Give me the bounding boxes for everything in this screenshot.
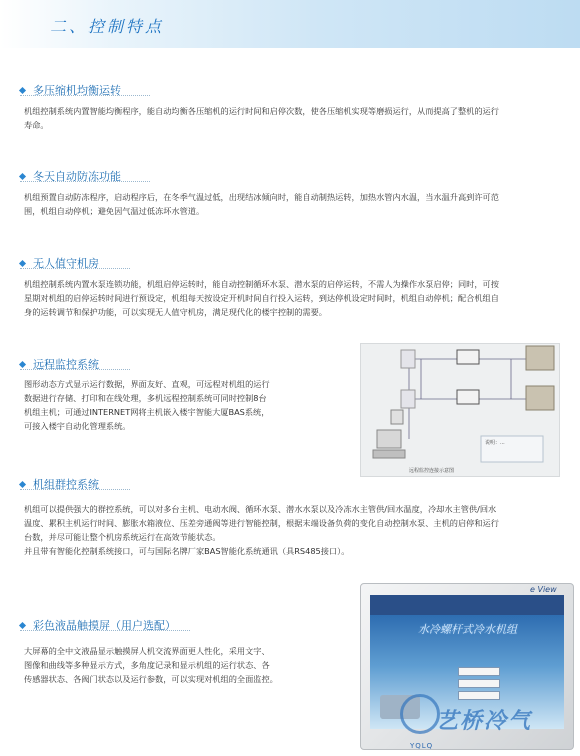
body-line: 台数，并尽可能让整个机房系统运行在高效节能状态。 bbox=[24, 532, 221, 542]
screen-field bbox=[458, 691, 500, 700]
body-line: 温度、累积主机运行时间、膨胀水箱液位、压差旁通阀等进行智能控制，根据末端设备负荷的变化自动控制水泵、主机的启停和运行 bbox=[24, 518, 499, 528]
heading-underline bbox=[20, 630, 190, 631]
heading-text: 冬天自动防冻功能 bbox=[33, 170, 121, 183]
panel-box bbox=[457, 390, 479, 404]
body-line: 数据进行存储、打印和在线处理，多机远程控制系统可同时控制8台 bbox=[24, 393, 267, 403]
watermark-logo-icon bbox=[400, 694, 440, 734]
computer-base bbox=[373, 450, 405, 458]
body-line: 大屏幕的全中文液晶显示触摸屏人机交流界面更人性化，采用文字、 bbox=[24, 646, 270, 656]
screen-top-bar bbox=[370, 595, 564, 615]
body-line: 并且带有智能化控制系统接口，可与国际名牌厂家BAS智能化系统通讯（具RS485接口）。 bbox=[24, 546, 350, 556]
heading-text: 彩色液晶触摸屏（用户选配） bbox=[33, 619, 176, 632]
converter-box bbox=[391, 410, 403, 424]
heading-underline bbox=[20, 268, 130, 269]
section-body-1 bbox=[24, 104, 499, 132]
section-body-3 bbox=[24, 277, 499, 319]
brand-mark: e View bbox=[530, 585, 557, 594]
diamond-bullet-icon bbox=[19, 360, 26, 367]
body-line: 机组控制系统内置水泵连锁功能，机组启停运转时，能自动控制循环水泵、潜水泵的启停运转，不需人为操作水泵启停；同时，可按 bbox=[24, 279, 499, 289]
screen-field bbox=[458, 679, 500, 688]
diagram-note: 说明：... bbox=[485, 440, 505, 446]
remote-monitoring-diagram bbox=[360, 343, 560, 477]
heading-underline bbox=[20, 181, 150, 182]
chiller-unit-image bbox=[526, 386, 554, 410]
body-line: 图像和曲线等多种显示方式，多角度记录和显示机组的运行状态、各 bbox=[24, 660, 270, 670]
heading-text: 多压缩机均衡运转 bbox=[33, 84, 121, 97]
body-line: 机组控制系统内置智能均衡程序，能自动均衡各压缩机的运行时间和启停次数，使各压缩机实现等磨损运行，从而提高了整机的运行 bbox=[24, 106, 499, 116]
body-line: 传感器状态、各阀门状态以及运行参数，可以实现对机组的全面监控。 bbox=[24, 674, 278, 684]
page-title: 二、控制特点 bbox=[50, 17, 165, 36]
section-body-5 bbox=[24, 502, 499, 558]
chiller-unit-image bbox=[526, 346, 554, 370]
body-line: 围，机组自动停机；避免因气温过低冻坏水管道。 bbox=[24, 206, 205, 216]
section-body-4 bbox=[24, 377, 270, 433]
heading-underline bbox=[20, 95, 150, 96]
watermark-subtext: YQLQ bbox=[410, 742, 434, 750]
body-line: 机组可以提供强大的群控系统，可以对多台主机、电动水阀、循环水泵、潜水水泵以及冷冻水主管供/回水温度，冷却水主管供/回水 bbox=[24, 504, 497, 514]
body-line: 身的运转调节和保护功能，可以实现无人值守机房，满足现代化的楼宇控制的需要。 bbox=[24, 307, 327, 317]
heading-underline bbox=[20, 489, 130, 490]
heading-text: 机组群控系统 bbox=[33, 478, 99, 491]
section-body-2 bbox=[24, 190, 499, 218]
diamond-bullet-icon bbox=[19, 86, 26, 93]
heading-text: 无人值守机房 bbox=[33, 257, 99, 270]
diamond-bullet-icon bbox=[19, 172, 26, 179]
body-line: 星期对机组的启停运转时间进行预设定，机组每天按设定开机时间自行投入运转，到达停机设定时间时，机组自动停机；配合机组自 bbox=[24, 293, 499, 303]
body-line: 机组主机；可通过INTERNET网将主机嵌入楼宇智能大厦BAS系统， bbox=[24, 407, 270, 417]
diamond-bullet-icon bbox=[19, 621, 26, 628]
watermark-text: 艺桥冷气 bbox=[436, 709, 533, 734]
screen-title: 水冷螺杆式冷水机组 bbox=[418, 623, 517, 636]
diagram-graphic bbox=[361, 344, 559, 476]
section-body-6 bbox=[24, 644, 278, 686]
diagram-caption: 远程监控连接示意图 bbox=[409, 468, 455, 474]
diamond-bullet-icon bbox=[19, 259, 26, 266]
screen-field bbox=[458, 667, 500, 676]
body-line: 可接入楼宇自动化管理系统。 bbox=[24, 421, 131, 431]
controller-box bbox=[401, 350, 415, 368]
heading-underline bbox=[20, 369, 130, 370]
body-line: 图形动态方式显示运行数据，界面友好、直观，可远程对机组的运行 bbox=[24, 379, 270, 389]
computer-monitor bbox=[377, 430, 401, 448]
diamond-bullet-icon bbox=[19, 480, 26, 487]
heading-text: 远程监控系统 bbox=[33, 358, 99, 371]
controller-box bbox=[401, 390, 415, 408]
body-line: 机组预置自动防冻程序，启动程序后，在冬季气温过低，出现结冰倾向时，能自动制热运转，加热水管内水温，当水温升高到许可范 bbox=[24, 192, 499, 202]
body-line: 寿命。 bbox=[24, 120, 49, 130]
panel-box bbox=[457, 350, 479, 364]
